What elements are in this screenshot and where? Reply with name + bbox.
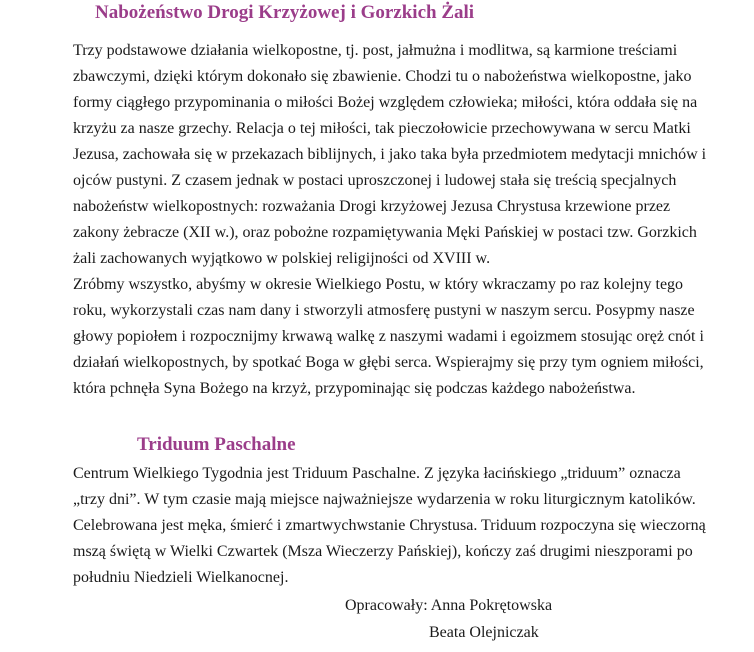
signature-second-author: Beata Olejniczak (429, 624, 539, 641)
paragraph-paschal-triduum (73, 461, 749, 591)
text-line: głowy popiołem i rozpocznijmy krwawą walkę z naszymi wadami i egoizmem stosując oręż cnót i (73, 328, 704, 345)
text-line: żali zachowanych wyjątkowo w polskiej religijności od XVIII w. (73, 250, 491, 267)
text-line: zbawczymi, dzięki którym dokonało się zbawienie. Chodzi tu o nabożeństwa wielkopostne, jako (73, 68, 692, 85)
text-line: Celebrowana jest męka, śmierć i zmartwychwstanie Chrystusa. Triduum rozpoczyna się wieczorną (73, 517, 706, 534)
text-line: Jezusa, zachowała się w przekazach biblijnych, i jako taka była przedmiotem medytacji mnichów i (73, 146, 707, 163)
text-line: południu Niedzieli Wielkanocnej. (73, 569, 289, 586)
text-line: mszą świętą w Wielki Czwartek (Msza Wieczerzy Pańskiej), kończy zaś drugimi nieszporami po (73, 543, 693, 560)
text-line: Centrum Wielkiego Tygodnia jest Triduum Paschalne. Z języka łacińskiego „triduum” oznacza (73, 465, 681, 482)
text-line: ojców pustyni. Z czasem jednak w postaci uproszczonej i ludowej stała się treścią specjalnych (73, 172, 677, 189)
text-line: krzyżu za nasze grzechy. Relacja o tej miłości, tak pieczołowicie przechowywana w sercu Matki (73, 120, 691, 137)
text-line: roku, wykorzystali czas nam dany i stworzyli atmosferę pustyni w naszym sercu. Posypmy nasze (73, 302, 695, 319)
text-line: formy ciągłego przypominania o miłości Bożej względem człowieka; miłości, która oddała się na (73, 94, 698, 111)
text-line: działań wielkopostnych, by spotkać Boga w głębi serca. Wspierajmy się przy tym ogniem miłości, (73, 354, 704, 371)
signature-authors-line: Opracowały: Anna Pokrętowska (345, 597, 553, 614)
text-line: Zróbmy wszystko, abyśmy w okresie Wielkiego Postu, w który wkraczamy po raz kolejny tego (73, 276, 684, 293)
text-line: zakony żebracze (XII w.), oraz pobożne rozpamiętywania Męki Pańskiej w postaci tzw. Gorzkich (73, 224, 697, 241)
section-heading-stations-of-the-cross: Nabożeństwo Drogi Krzyżowej i Gorzkich Żali (95, 2, 475, 23)
text-line: która pchnęła Syna Bożego na krzyż, przypominając się podczas każdego nabożeństwa. (73, 380, 636, 397)
paragraph-lent-exhortation (73, 272, 749, 402)
text-line: nabożeństw wielkopostnych: rozważania Drogi krzyżowej Jezusa Chrystusa krzewione przez (73, 198, 671, 215)
section-heading-paschal-triduum: Triduum Paschalne (137, 434, 296, 455)
text-line: „trzy dni”. W tym czasie mają miejsce najważniejsze wydarzenia w roku liturgicznym katolików. (73, 491, 696, 508)
paragraph-lenten-practices (73, 38, 749, 272)
text-line: Trzy podstawowe działania wielkopostne, tj. post, jałmużna i modlitwa, są karmione treściami (73, 42, 678, 59)
